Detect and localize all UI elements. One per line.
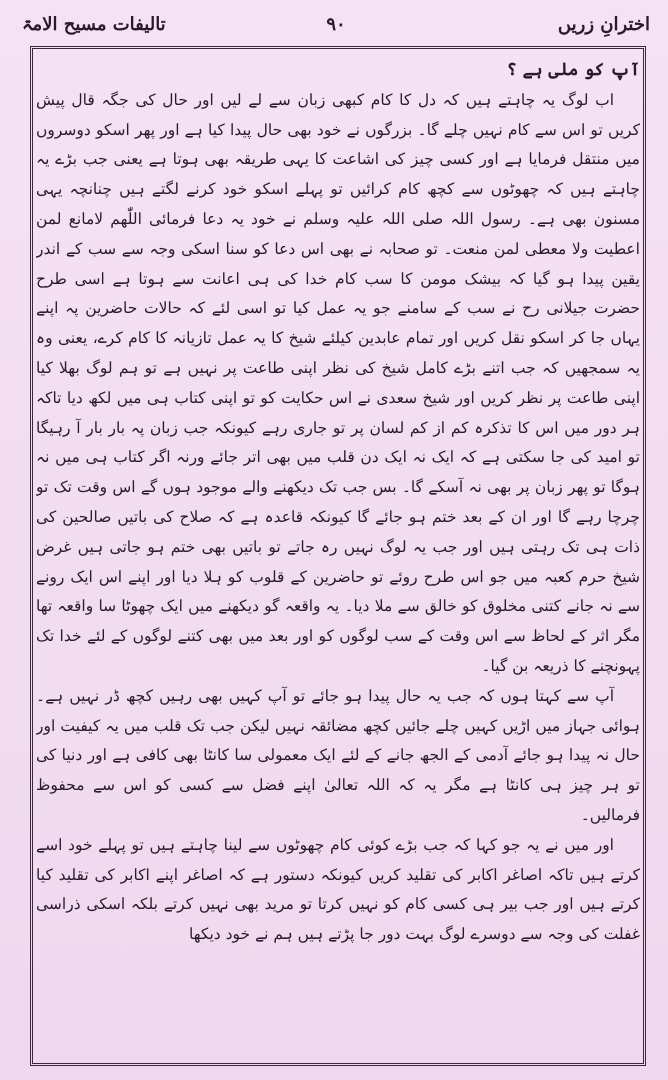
book-title: اخترانِ زریں (557, 14, 650, 35)
series-title: تالیفات مسیح الامۃ (22, 14, 166, 35)
section-heading: آپ کو ملی ہے ؟ (506, 60, 640, 80)
paragraph-1: اب لوگ یہ چاہتے ہیں کہ دل کا کام کبھی زبان سے لے لیں اور حال کی جگہ قال پیش کریں تو اس سے کام نہیں چلے گا۔ بزرگوں نے خود بھی حال پیدا کیا ہے اور پھر اسکو دوسروں میں منتقل فرمایا ہے اور کسی چیز کی اشاعت کا یہی طریقہ بھی ہوتا ہے یعنی جب بڑے یہ چاہتے ہیں کہ چھوٹوں سے کچھ کام کرائیں تو پہلے اسکو خود کرنے لگتے ہیں چنانچہ یہی مسنون بھی ہے۔ رسول اللہ صلی اللہ علیہ وسلم نے خود یہ دعا فرمائی اللّٰھم لامانع لمن اعطیت ولا معطی لمن منعت۔ تو صحابہ نے بھی اس دعا کو سنا اسکی وجہ سے سب کے اندر یقین پیدا ہو گیا کہ بیشک مومن کا سب کام خدا کی ہی اعانت سے ہوتا ہے اسی طرح حضرت جیلانی رح نے سب کے سامنے جو یہ عمل کیا تو اسی لئے کہ حالات حاضرین پہ اپنے یہاں جا کر اسکو نقل کریں اور تمام عابدین کیلئے شیخ کا یہ عمل تازیانہ کا کام کرے، یعنی وہ یہ سمجھیں کہ جب اتنے بڑے کامل شیخ کی نظر اپنی طاعت پر نہیں ہے تو ہم لوگ بھلا کیا اپنی طاعت پر نظر کریں اور شیخ سعدی نے اس حکایت کو تو اپنی کتاب ہی میں لکھ دیا تاکہ ہر دور میں اس کا تذکرہ کم از کم لسان پر تو جاری رہے کیونکہ جب زبان پہ بار بار آ رہیگا تو امید کی جا سکتی ہے کہ ایک نہ ایک دن قلب میں بھی اتر جائے ورنہ اگر کتاب ہی میں نہ ہوگا تو پھر زبان پر بھی نہ آسکے گا۔ بس جب تک دیکھنے والے موجود ہوں گے اس وقت تک تو چرچا رہے گا اور ان کے بعد ختم ہو جائے گا کیونکہ قاعدہ ہے کہ صلاح کی باتیں صالحین کی ذات ہی تک رہتی ہیں اور جب یہ لوگ نہیں رہ جاتے تو باتیں بھی ختم ہو جاتی ہیں غرض شیخ حرم کعبہ میں جو اس طرح روئے تو حاضرین کے قلوب کو ہلا دیا اور اپنے اس ایک رونے سے نہ جانے کتنی مخلوق کو خالق سے ملا دیا۔ یہ واقعہ گو دیکھنے میں ایک چھوٹا سا واقعہ تھا مگر اثر کے لحاظ سے اس وقت کے سب لوگوں کو اور بعد میں بھی کتنے لوگوں کے لئے خدا تک پہونچنے کا ذریعہ بن گیا۔ (36, 90, 640, 675)
running-header (22, 10, 650, 42)
body-text (36, 56, 640, 1060)
paragraph-2: آپ سے کہتا ہوں کہ جب یہ حال پیدا ہو جائے تو آپ کہیں بھی رہیں کچھ ڈر نہیں ہے۔ ہوائی جہاز میں اڑیں کہیں چلے جائیں کچھ مضائقہ نہیں لیکن جب تک قلب میں یہ کیفیت اور حال نہ پیدا ہو جائے آدمی کے الجھ جانے کے لئے ایک معمولی سا کانٹا بھی کافی ہے اور دنیا کی تو ہر چیز ہی کانٹا ہے مگر یہ کہ اللہ تعالیٰ اپنے فضل سے کسی کو اس سے محفوظ فرمالیں۔ (36, 686, 640, 824)
page-number: ۹۰ (326, 14, 346, 35)
paragraph-3: اور میں نے یہ جو کہا کہ جب بڑے کوئی کام چھوٹوں سے لینا چاہتے ہیں تو پہلے خود اسے کرتے ہیں تاکہ اصاغر اکابر کی تقلید کریں کیونکہ دستور ہے کہ اصاغر اپنے اکابر کی تقلید کیا کرتے ہیں اور جب بیر ہی کسی کام کو نہیں کرتا تو مرید بھی نہیں کرتے بلکہ اسکی ذراسی غفلت کی وجہ سے دوسرے لوگ بہت دور جا پڑتے ہیں ہم نے خود دیکھا (36, 835, 640, 944)
